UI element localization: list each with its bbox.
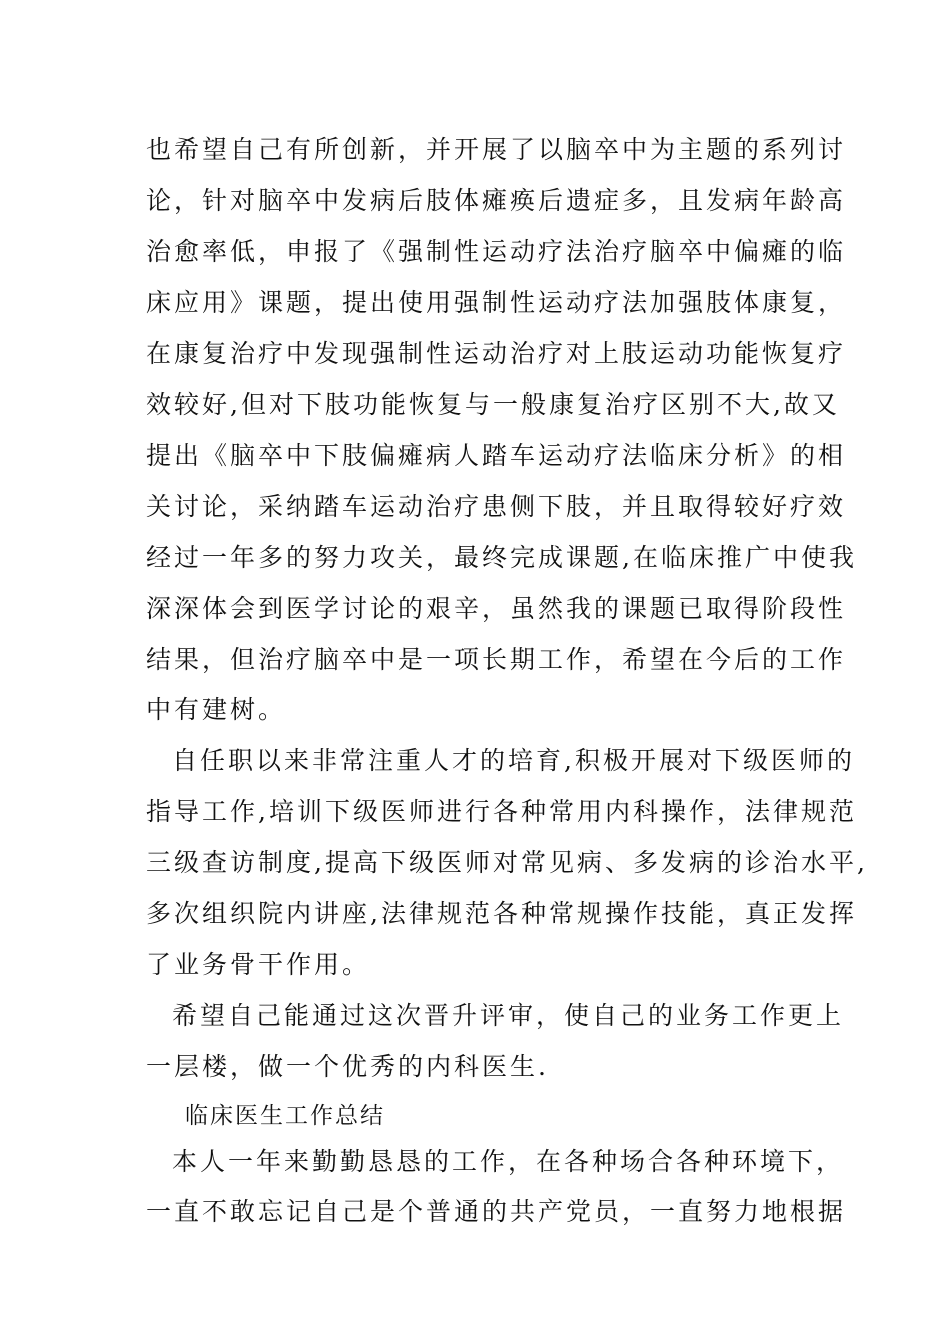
paragraph-line: 多次组织院内讲座,法律规范各种常规操作技能，真正发挥: [146, 899, 857, 928]
section-title: 临床医生工作总结: [185, 1103, 385, 1129]
paragraph-line: 在康复治疗中发现强制性运动治疗对上肢运动功能恢复疗: [146, 339, 847, 368]
paragraph-line: 提出《脑卒中下肢偏瘫病人踏车运动疗法临床分析》的相: [146, 441, 847, 470]
paragraph-line: 治愈率低，申报了《强制性运动疗法治疗脑卒中偏瘫的临: [146, 237, 847, 266]
paragraph-line: 一直不敢忘记自己是个普通的共产党员，一直努力地根据: [146, 1197, 847, 1226]
paragraph-line: 结果，但治疗脑卒中是一项长期工作，希望在今后的工作: [146, 645, 847, 674]
paragraph-line: 床应用》课题，提出使用强制性运动疗法加强肢体康复，: [146, 288, 847, 317]
paragraph-line: 经过一年多的努力攻关，最终完成课题,在临床推广中使我: [146, 543, 857, 572]
paragraph-line: 了业务骨干作用。: [146, 950, 371, 979]
paragraph-line: 也希望自己有所创新，并开展了以脑卒中为主题的系列讨: [146, 135, 847, 164]
paragraph-line: 希望自己能通过这次晋升评审，使自己的业务工作更上: [172, 1001, 845, 1030]
paragraph-line: 效较好,但对下肢功能恢复与一般康复治疗区别不大,故又: [146, 390, 840, 419]
paragraph-line: 三级查访制度,提高下级医师对常见病、多发病的诊治水平,: [146, 848, 868, 877]
paragraph-line: 本人一年来勤勤恳恳的工作，在各种场合各种环境下，: [172, 1147, 845, 1176]
paragraph-line: 一层楼，做一个优秀的内科医生.: [146, 1052, 549, 1081]
paragraph-line: 关讨论，采纳踏车运动治疗患侧下肢，并且取得较好疗效: [146, 492, 847, 521]
paragraph-line: 深深体会到医学讨论的艰辛，虽然我的课题已取得阶段性: [146, 594, 847, 623]
paragraph-line: 论，针对脑卒中发病后肢体瘫痪后遗症多，且发病年龄高: [146, 186, 847, 215]
paragraph-line: 指导工作,培训下级医师进行各种常用内科操作，法律规范: [146, 797, 857, 826]
paragraph-line: 中有建树。: [146, 695, 287, 724]
paragraph-line: 自任职以来非常注重人才的培育,积极开展对下级医师的: [172, 746, 855, 775]
